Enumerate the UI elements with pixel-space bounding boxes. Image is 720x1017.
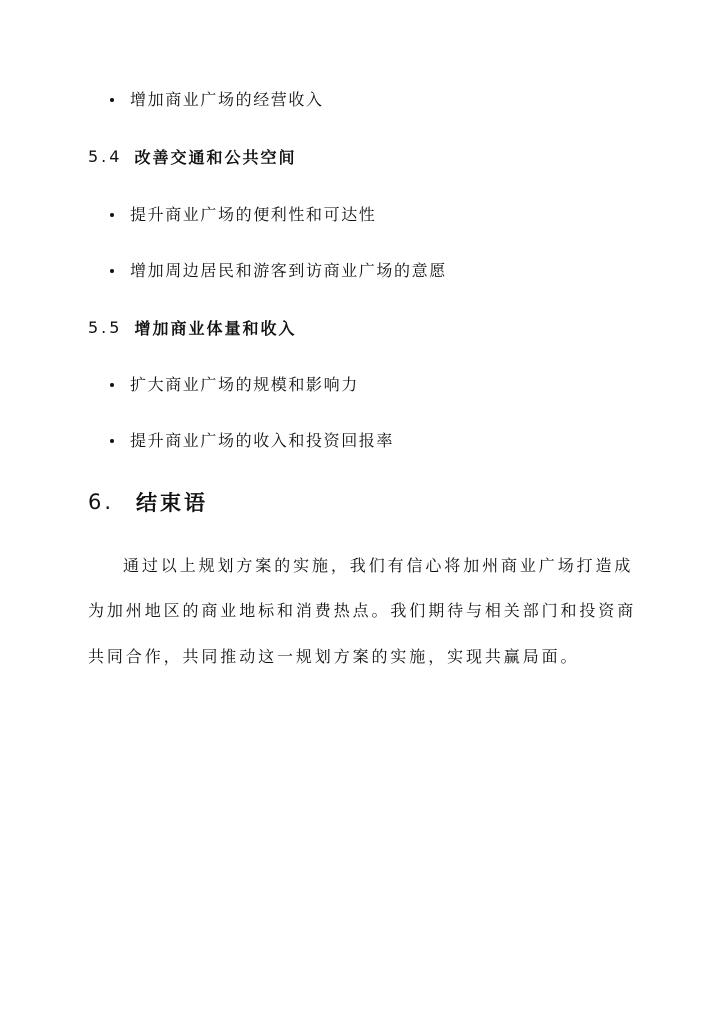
bullet-text: 提升商业广场的收入和投资回报率 [130, 430, 395, 450]
bullet-text: 增加周边居民和游客到访商业广场的意愿 [130, 260, 447, 280]
bullet-dot-icon [110, 439, 114, 443]
section-number: 5.4 [88, 146, 123, 166]
bullet-item [110, 371, 359, 395]
section-number: 6. [88, 490, 115, 514]
bullet-text: 增加商业广场的经营收入 [130, 89, 324, 109]
bullet-dot-icon [110, 383, 114, 387]
section-title: 改善交通和公共空间 [134, 147, 297, 167]
bullet-text: 扩大商业广场的规模和影响力 [130, 374, 359, 394]
bullet-item [110, 86, 324, 110]
paragraph-line: 为加州地区的商业地标和消费热点。我们期待与相关部门和投资商 [88, 600, 637, 620]
paragraph-line: 共同合作，共同推动这一规划方案的实施，实现共赢局面。 [88, 646, 580, 666]
section-heading-6 [88, 485, 208, 519]
paragraph-line: 通过以上规划方案的实施，我们有信心将加州商业广场打造成 [123, 555, 634, 575]
bullet-item [110, 257, 447, 281]
bullet-item [110, 427, 394, 451]
section-heading-5-5 [88, 314, 296, 340]
bullet-dot-icon [110, 213, 114, 217]
bullet-dot-icon [110, 98, 114, 102]
section-heading-5-4 [88, 143, 296, 169]
bullet-dot-icon [110, 269, 114, 273]
section-number: 5.5 [88, 317, 123, 337]
section-title: 结束语 [136, 491, 209, 515]
bullet-item [110, 201, 376, 225]
section-title: 增加商业体量和收入 [134, 318, 297, 338]
bullet-text: 提升商业广场的便利性和可达性 [130, 204, 377, 224]
